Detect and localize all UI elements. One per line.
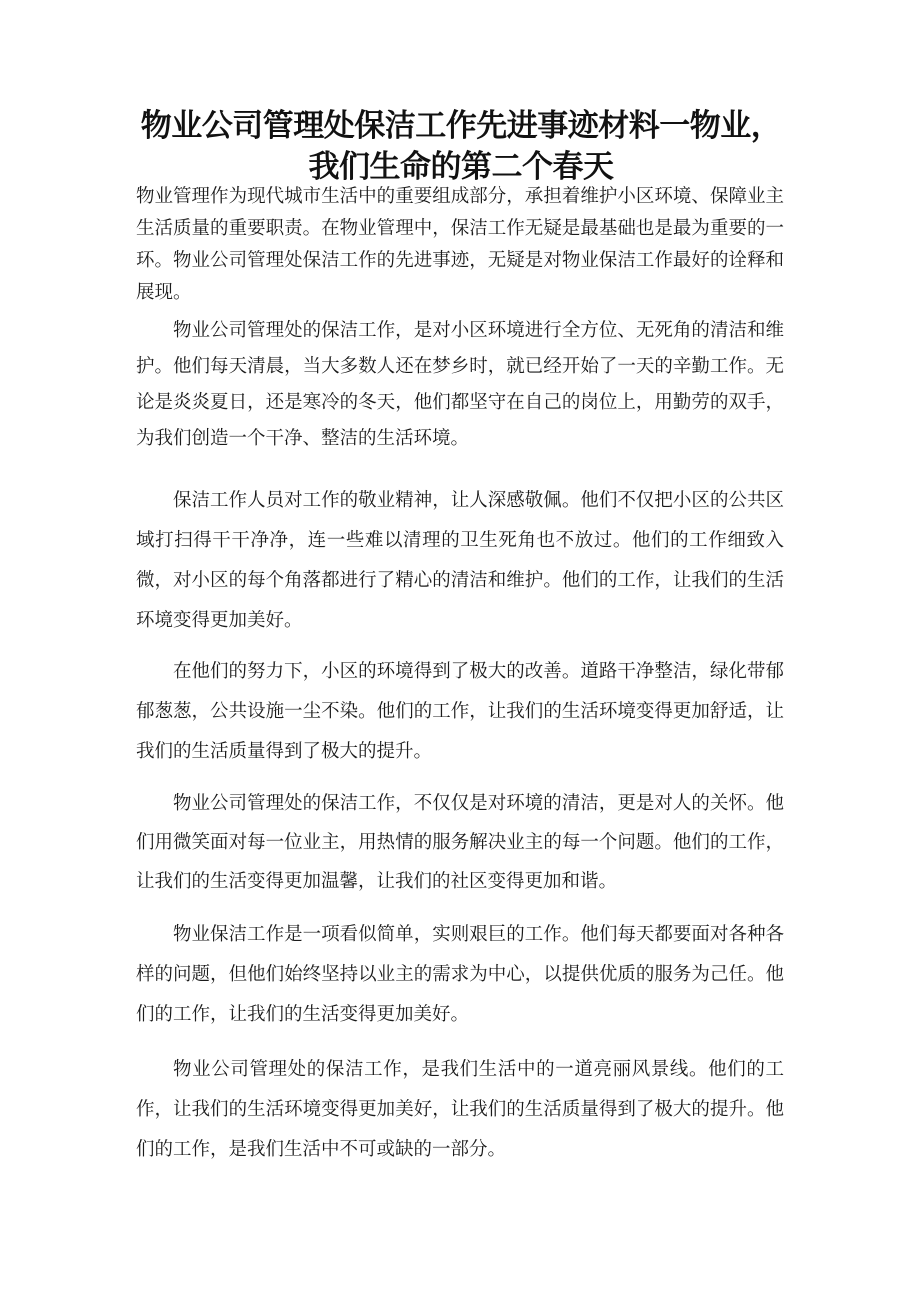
document-title: 物业公司管理处保洁工作先进事迹材料一物业，我们生命的第二个春天: [140, 108, 782, 185]
body-paragraph: 保洁工作人员对工作的敬业精神，让人深感敬佩。他们不仅把小区的公共区域打扫得干干净净，连一些难以清理的卫生死角也不放过。他们的工作细致入微，对小区的每个角落都进行了精心的清洁和维护。他们的工作，让我们的生活环境变得更加美好。: [136, 490, 784, 631]
body-paragraph: 物业公司管理处的保洁工作，不仅仅是对环境的清洁，更是对人的关怀。他们用微笑面对每一位业主，用热情的服务解决业主的每一个问题。他们的工作，让我们的生活变得更加温馨，让我们的社区变得更加和谐。: [136, 793, 784, 892]
intro-paragraph: 物业管理作为现代城市生活中的重要组成部分，承担着维护小区环境、保障业主生活质量的重要职责。在物业管理中，保洁工作无疑是最基础也是最为重要的一环。物业公司管理处保洁工作的先进事迹，无疑是对物业保洁工作最好的诠释和展现。: [136, 186, 784, 303]
body-paragraph: 物业保洁工作是一项看似简单，实则艰巨的工作。他们每天都要面对各种各样的问题，但他们始终坚持以业主的需求为中心，以提供优质的服务为己任。他们的工作，让我们的生活变得更加美好。: [136, 924, 784, 1025]
body-paragraph: 物业公司管理处的保洁工作，是对小区环境进行全方位、无死角的清洁和维护。他们每天清晨，当大多数人还在梦乡时，就已经开始了一天的辛勤工作。无论是炎炎夏日，还是寒冷的冬天，他们都坚守在自己的岗位上，用勤劳的双手，为我们创造一个干净、整洁的生活环境。: [136, 320, 784, 449]
body-paragraph: 在他们的努力下，小区的环境得到了极大的改善。道路干净整洁，绿化带郁郁葱葱，公共设施一尘不染。他们的工作，让我们的生活环境变得更加舒适，让我们的生活质量得到了极大的提升。: [136, 661, 784, 762]
closing-paragraph: 物业公司管理处的保洁工作，是我们生活中的一道亮丽风景线。他们的工作，让我们的生活环境变得更加美好，让我们的生活质量得到了极大的提升。他们的工作，是我们生活中不可或缺的一部分。: [136, 1059, 784, 1160]
